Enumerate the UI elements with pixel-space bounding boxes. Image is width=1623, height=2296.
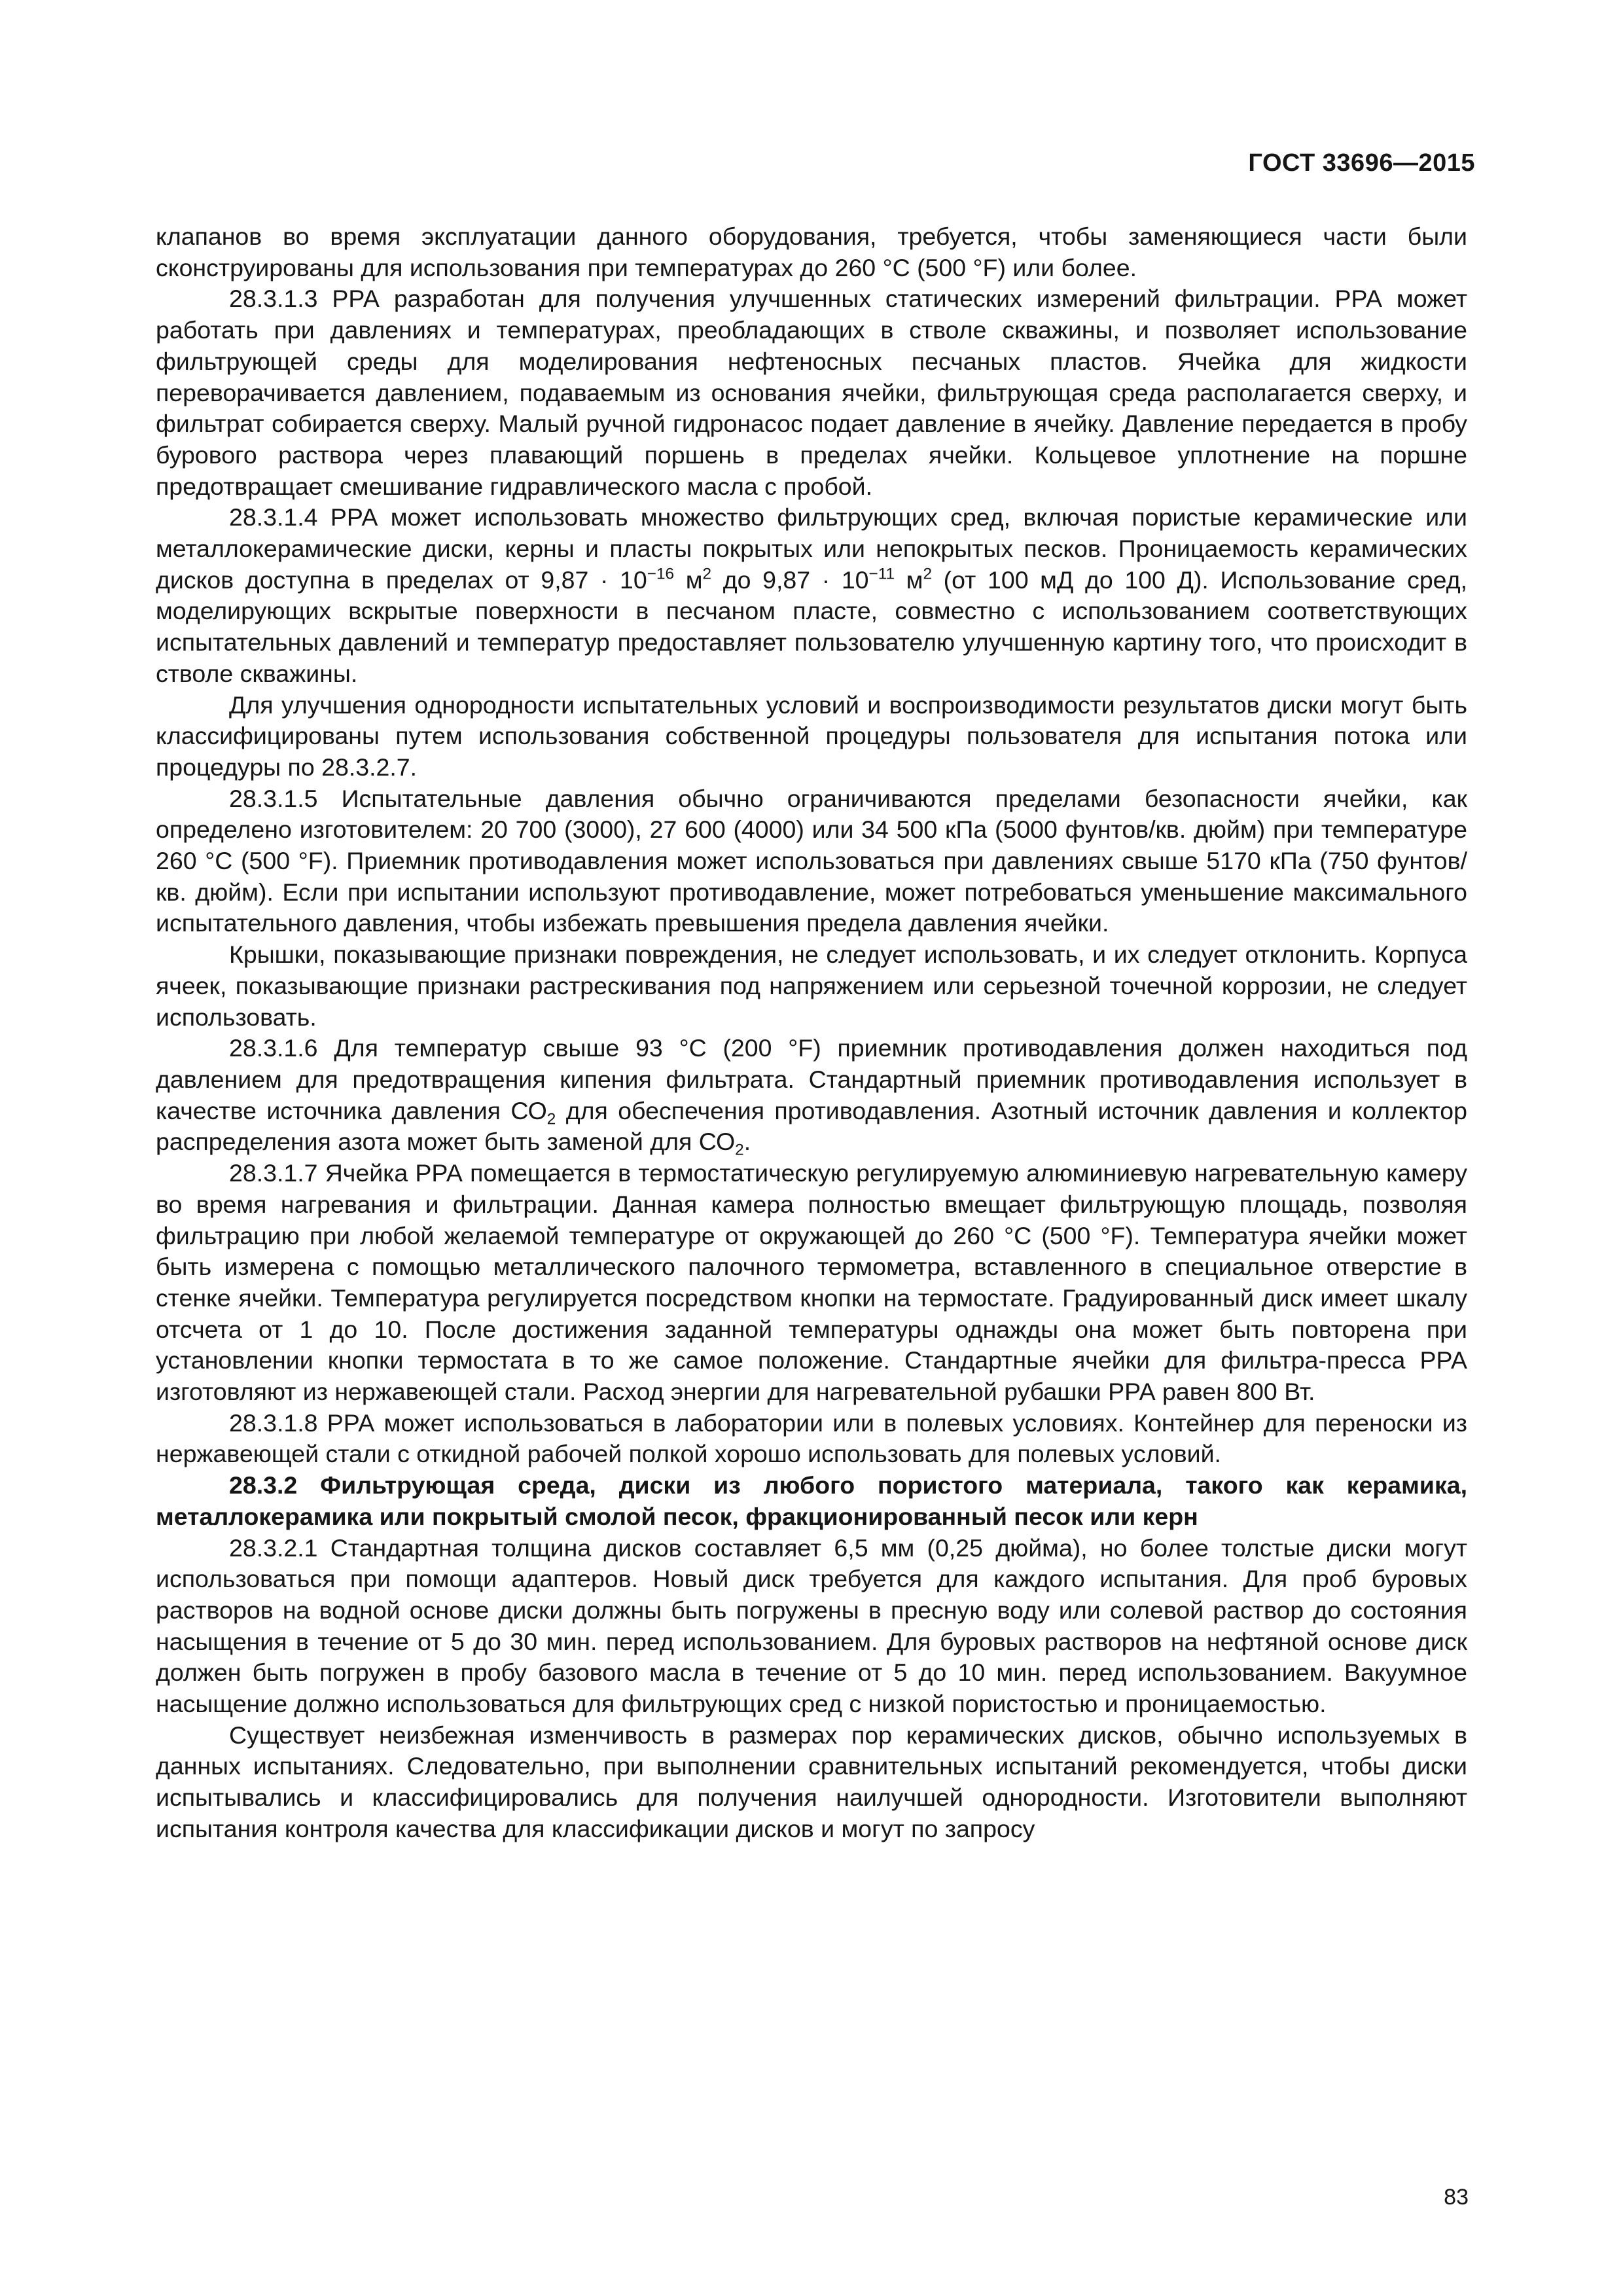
paragraph-text: 28.3.1.6 Для температур свыше 93 °С (200 °F) приемник противодавления должен находиться под давлением для предотвращения кипения фильтрата. Стандартный приемник противодавления использует в качестве источника давления $СО_2$ для обеспечения противодавления. Азотный источник давления и коллектор распределения азота может быть заменой для $СО_2$. (156, 1034, 1467, 1159)
paragraph (156, 283, 1467, 502)
paragraph-text: 28.3.1.7 Ячейка РРА помещается в термостатическую регулируемую алюминиевую нагревательную камеру во время нагревания и фильтрации. Данная камера полностью вмещает фильтрующую площадь, позволяя фильтрацию при любой желаемой температуре от окружающей до 260 °С (500 °F). Температура ячейки может быть измерена с помощью металлического палочного термометра, вставленного в специальное отверстие в стенке ячейки. Температура регулируется посредством кнопки на термостате. Градуированный диск имеет шкалу отсчета от 1 до 10. После достижения заданной температуры однажды она может быть повторена при установлении кнопки термостата в то же самое положение. Стандартные ячейки для фильтра-пресса РРА изготовляют из нержавеющей стали. Расход энергии для нагревательной рубашки РРА равен 800 Вт. (156, 1159, 1467, 1406)
paragraph-text: Существует неизбежная изменчивость в размерах пор керамических дисков, обычно используемых в данных испытаниях. Следовательно, при выполнении сравнительных испытаний рекомендуется, чтобы диски испытывались и классифицировались для получения наилучшей однородности. Изготовители выполняют испытания контроля качества для классификации дисков и могут по запросу (156, 1721, 1467, 1842)
paragraph-text: клапанов во время эксплуатации данного оборудования, требуется, чтобы заменяющиеся части были сконструированы для использования при температурах до 260 °С (500 °F) или более. (156, 223, 1467, 281)
paragraph-text: 28.3.2.1 Стандартная толщина дисков составляет 6,5 мм (0,25 дюйма), но более толстые диски могут использоваться при помощи адаптеров. Новый диск требуется для каждого испытания. Для проб буровых растворов на водной основе диски должны быть погружены в пресную воду или солевой раствор до состояния насыщения в течение от 5 до 30 мин. перед использованием. Для буровых растворов на нефтяной основе диск должен быть погружен в пробу базового масла в течение от 5 до 10 мин. перед использованием. Вакуумное насыщение должно использоваться для фильтрующих сред с низкой пористостью и проницаемостью. (156, 1534, 1467, 1718)
paragraph (156, 221, 1467, 283)
page-number: 83 (1444, 2185, 1469, 2210)
body-text (156, 221, 1467, 1845)
paragraph (156, 1408, 1467, 1470)
paragraph (156, 783, 1467, 940)
paragraph (156, 939, 1467, 1033)
paragraph-text: 28.3.1.4 РРА может использовать множество фильтрующих сред, включая пористые керамические или металлокерамические диски, керны и пласты покрытых или непокрытых песков. Проницаемость керамических дисков доступна в пределах от $9,87 \cdot 10^{-16}$ $м^2$ до $9,87 \cdot 10^{-11}$ $м^2$ (от 100 мД до 100 Д). Использование сред, моделирующих вскрытые поверхности в песчаном пласте, совместно с использованием соответствующих испытательных давлений и температур предоставляет пользователю улучшенную картину того, что происходит в стволе скважины. (156, 503, 1468, 687)
paragraph-text: 28.3.1.8 РРА может использоваться в лаборатории или в полевых условиях. Контейнер для переноски из нержавеющей стали с откидной рабочей полкой хорошо использовать для полевых условий. (156, 1408, 1467, 1468)
paragraph (156, 502, 1467, 689)
paragraph (156, 1033, 1467, 1158)
paragraph-text: 28.3.1.5 Испытательные давления обычно ограничиваются пределами безопасности ячейки, как определено изготовителем: 20 700 (3000), 27 600 (4000) или 34 500 кПа (5000 фунтов/кв. дюйм) при температуре 260 °С (500 °F). Приемник противодавления может использоваться при давлениях свыше 5170 кПа (750 фунтов/кв. дюйм). Если при испытании используют противодавление, может потребоваться уменьшение максимального испытательного давления, чтобы избежать превышения предела давления ячейки. (156, 784, 1467, 937)
paragraph (156, 690, 1467, 783)
document-code-header: ГОСТ 33696—2015 (1248, 149, 1475, 177)
section-heading (156, 1470, 1467, 1532)
paragraph-text: Для улучшения однородности испытательных условий и воспроизводимости результатов диски могут быть классифицированы путем использования собственной процедуры пользователя для испытания потока или процедуры по 28.3.2.7. (156, 691, 1467, 781)
paragraph (156, 1158, 1467, 1408)
paragraph (156, 1720, 1467, 1845)
paragraph-text: 28.3.1.3 РРА разработан для получения улучшенных статических измерений фильтрации. РРА может работать при давлениях и температурах, преобладающих в стволе скважины, и позволяет использование фильтрующей среды для моделирования нефтеносных песчаных пластов. Ячейка для жидкости переворачивается давлением, подаваемым из основания ячейки, фильтрующая среда располагается сверху, и фильтрат собирается сверху. Малый ручной гидронасос подает давление в ячейку. Давление передается в пробу бурового раствора через плавающий поршень в пределах ячейки. Кольцевое уплотнение на поршне предотвращает смешивание гидравлического масла с пробой. (156, 285, 1467, 500)
paragraph (156, 1533, 1467, 1720)
paragraph-text: Крышки, показывающие признаки повреждения, не следует использовать, и их следует отклонить. Корпуса ячеек, показывающие признаки растрескивания под напряжением или серьезной точечной коррозии, не следует использовать. (156, 941, 1467, 1031)
section-heading-text: 28.3.2 Фильтрующая среда, диски из любого пористого материала, такого как керамика, металлокерамика или покрытый смолой песок, фракционированный песок или керн (156, 1471, 1467, 1530)
